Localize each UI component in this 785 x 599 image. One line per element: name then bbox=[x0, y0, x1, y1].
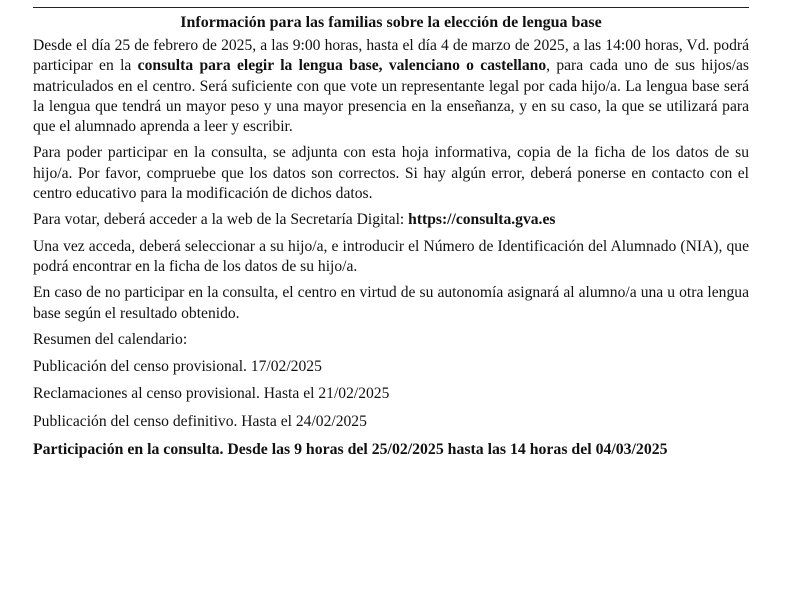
calendar-item-claims: Reclamaciones al censo provisional. Hasta el 21/02/2025 bbox=[33, 385, 390, 403]
paragraph-vote-web bbox=[33, 210, 749, 230]
intro-text-a: Desde el día 25 de febrero de 2025, a las 9:00 horas, hasta el día 4 de marzo de 2025, a las 14:00 horas, Vd. podrá participar en la bbox=[33, 37, 749, 75]
paragraph-intro bbox=[33, 36, 749, 137]
calendar-item-definitive: Publicación del censo definitivo. Hasta el 24/02/2025 bbox=[33, 412, 367, 430]
vote-web-link[interactable]: https://consulta.gva.es bbox=[408, 211, 556, 229]
top-rule bbox=[33, 7, 749, 8]
intro-text-bold: consulta para elegir la lengua base, valenciano o castellano bbox=[137, 57, 547, 75]
paragraph-attachment: Para poder participar en la consulta, se adjunta con esta hoja informativa, copia de la ficha de los datos de su hijo/a. Por favor, compruebe que los datos son correctos. Si hay algún error, deberá ponerse en contacto con el centro educativo para la modificación de dichos datos. bbox=[33, 144, 749, 203]
calendar-heading: Resumen del calendario: bbox=[33, 330, 188, 348]
paragraph-no-participation: En caso de no participar en la consulta, el centro en virtud de su autonomía asignará al alumno/a una u otra lengua base según el resultado obtenido. bbox=[33, 284, 749, 322]
calendar-item-participation: Participación en la consulta. Desde las 9 horas del 25/02/2025 hasta las 14 horas del 04/03/2025 bbox=[33, 441, 668, 459]
document-title: Información para las familias sobre la elección de lengua base bbox=[180, 14, 602, 31]
paragraph-nia: Una vez acceda, deberá seleccionar a su hijo/a, e introducir el Número de Identificación del Alumnado (NIA), que podrá encontrar en la ficha de los datos de su hijo/a. bbox=[33, 237, 749, 275]
calendar-item-provisional: Publicación del censo provisional. 17/02/2025 bbox=[33, 358, 322, 376]
intro-text-c: , para cada uno de sus hijos/as matriculados en el centro. Será suficiente con que vote un representante legal por cada hijo/a. La lengua base será la lengua que tendrá un mayor peso y una mayor presencia en la enseñanza, y en su caso, la que se utilizará para que el alumnado aprenda a leer y escribir. bbox=[33, 57, 749, 136]
vote-web-text: Para votar, deberá acceder a la web de la Secretaría Digital: bbox=[33, 211, 409, 229]
document-page bbox=[33, 7, 749, 466]
